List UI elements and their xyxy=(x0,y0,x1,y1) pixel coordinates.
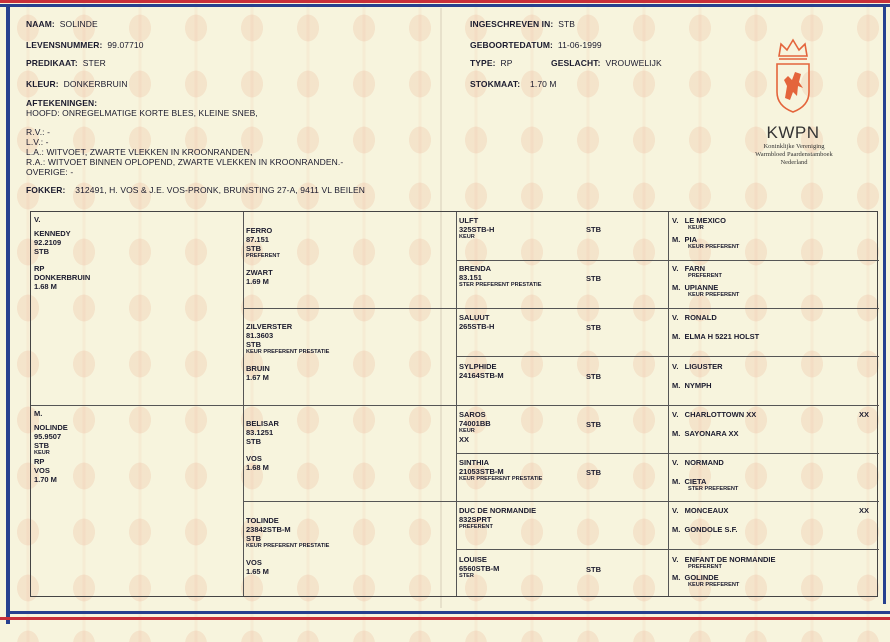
dam-tag: M. xyxy=(34,409,43,418)
type-value: RP xyxy=(500,58,513,68)
gen2-number: 87.151 xyxy=(246,235,269,244)
ra-text: R.A.: WITVOET BINNEN OPLOPEND, ZWARTE VLEKKEN IN KROONRANDEN.- xyxy=(26,157,344,167)
row-divider xyxy=(243,308,879,309)
gen2-number: 83.1251 xyxy=(246,428,274,437)
gen3-predicate: STER xyxy=(459,573,474,579)
gen4-dam-predicate: KEUR PREFERENT xyxy=(688,582,740,588)
sire-number: 92.2109 xyxy=(34,238,62,247)
gen3-cell xyxy=(459,264,541,289)
kleur-label: KLEUR: xyxy=(26,79,59,89)
logo-line-1: Koninklijke Vereniging xyxy=(763,143,825,150)
sire-color: DONKERBRUIN xyxy=(34,273,91,282)
blue-border-left xyxy=(6,4,10,624)
gen4-sire: MONCEAUX xyxy=(684,506,729,515)
row-divider xyxy=(31,405,879,406)
gen3-name: ULFT xyxy=(459,216,479,225)
blue-border-top xyxy=(0,4,890,7)
gen3-predicate: PREFERENT xyxy=(459,524,493,530)
red-border-bottom xyxy=(0,617,890,620)
row-divider xyxy=(456,260,879,261)
gen2-predicate: KEUR PREFERENT PRESTATIE xyxy=(246,543,330,549)
gen4-dam-predicate: KEUR PREFERENT xyxy=(688,244,740,250)
gen3-stb: STB xyxy=(586,225,601,234)
gen2-height: 1.69 M xyxy=(246,277,269,286)
gen3-cell xyxy=(459,216,494,241)
geboortedatum-row xyxy=(470,40,602,50)
kleur-value: DONKERBRUIN xyxy=(63,79,128,89)
geboortedatum-value: 11-06-1999 xyxy=(557,40,602,50)
gen4-sire-predicate: KEUR xyxy=(688,225,704,231)
gen3-stb: STB xyxy=(586,323,601,332)
gen2-studbook: STB xyxy=(246,340,261,349)
gen2-height: 1.65 M xyxy=(246,567,269,576)
gen3-name: SYLPHIDE xyxy=(459,362,497,371)
gen3-stb: STB xyxy=(586,372,601,381)
gen4-dam: ELMA H 5221 HOLST xyxy=(684,332,760,341)
sire-name: KENNEDY xyxy=(34,229,71,238)
dam-studbook: STB xyxy=(34,441,49,450)
gen3-cell xyxy=(459,313,494,331)
gen3-predicate: STER PREFERENT PRESTATIE xyxy=(459,282,542,288)
gen4-cell: V. LE MEXICO KEUR M. PIA KEUR PREFERENT xyxy=(672,216,740,250)
gen4-dam: SAYONARA XX xyxy=(684,429,739,438)
gen2-color: ZWART xyxy=(246,268,273,277)
gen4-cell: V. CHARLOTTOWN XX M. SAYONARA XX xyxy=(672,410,757,438)
gen3-number: 325STB-H xyxy=(459,225,495,234)
gen3-stb: STB xyxy=(586,420,601,429)
gen4-cell: V. MONCEAUX M. GONDOLE S.F. xyxy=(672,506,738,534)
gen2-studbook: STB xyxy=(246,534,261,543)
gen2-color: VOS xyxy=(246,454,262,463)
levensnummer-label: LEVENSNUMMER: xyxy=(26,40,103,50)
column-divider xyxy=(243,212,244,596)
predikaat-value: STER xyxy=(82,58,106,68)
gen4-cell: V. LIGUSTER M. NYMPH xyxy=(672,362,723,390)
gen2-height: 1.68 M xyxy=(246,463,269,472)
gen3-number: 832SPRT xyxy=(459,515,492,524)
gen3-predicate: KEUR PREFERENT PRESTATIE xyxy=(459,476,543,482)
row-divider xyxy=(456,453,879,454)
gen2-color: VOS xyxy=(246,558,262,567)
rv-text: R.V.: - xyxy=(26,127,51,137)
la-text: L.A.: WITVOET, ZWARTE VLEKKEN IN KROONRANDEN, xyxy=(26,147,253,157)
dam-number: 95.9507 xyxy=(34,432,62,441)
gen3-stb: STB xyxy=(586,565,601,574)
sire-studbook: STB xyxy=(34,247,49,256)
aftekeningen-label: AFTEKENINGEN: xyxy=(26,98,98,108)
gen2-cell xyxy=(246,226,280,286)
gen4-sire: FARN xyxy=(684,264,706,273)
sire-height: 1.68 M xyxy=(34,282,57,291)
gen2-name: TOLINDE xyxy=(246,516,279,525)
gen2-height: 1.67 M xyxy=(246,373,269,382)
logo-kwpn-text: KWPN xyxy=(766,123,820,142)
dam-predicate: KEUR xyxy=(34,450,50,456)
row-divider xyxy=(456,549,879,550)
geslacht-value: VROUWELIJK xyxy=(605,58,662,68)
dam-color: VOS xyxy=(34,466,50,475)
gen4-sire: ENFANT DE NORMANDIE xyxy=(684,555,776,564)
gen4-sire: NORMAND xyxy=(684,458,724,467)
levensnummer-value: 99.07710 xyxy=(107,40,144,50)
gen4-sire-predicate: PREFERENT xyxy=(688,564,722,570)
gen2-number: 81.3603 xyxy=(246,331,274,340)
hoofd-text: HOOFD: ONREGELMATIGE KORTE BLES, KLEINE SNEB, xyxy=(26,108,258,118)
column-divider xyxy=(668,212,669,596)
geslacht-label: GESLACHT: xyxy=(551,58,601,68)
gen3-name: SALUUT xyxy=(459,313,490,322)
gen4-xx: XX xyxy=(859,506,870,515)
crown-lion-shield-icon xyxy=(773,36,813,114)
row-divider xyxy=(456,356,879,357)
gen3-number: 83.151 xyxy=(459,273,482,282)
naam-label: NAAM: xyxy=(26,19,55,29)
ingeschreven-row xyxy=(470,19,575,29)
naam-value: SOLINDE xyxy=(59,19,98,29)
gen3-stb: STB xyxy=(586,468,601,477)
ingeschreven-label: INGESCHREVEN IN: xyxy=(470,19,554,29)
gen3-predicate: KEUR xyxy=(459,428,475,434)
gen3-cell xyxy=(459,506,536,531)
gen2-name: ZILVERSTER xyxy=(246,322,293,331)
dam-height: 1.70 M xyxy=(34,475,57,484)
gen3-name: BRENDA xyxy=(459,264,492,273)
gen4-cell: V. NORMAND M. CIETA STER PREFERENT xyxy=(672,458,739,492)
blue-border-bottom xyxy=(6,611,890,614)
stokmaat-label: STOKMAAT: xyxy=(470,79,521,89)
gen4-dam: CIETA xyxy=(684,477,707,486)
gen4-dam: NYMPH xyxy=(684,381,712,390)
gen3-number: 74001BB xyxy=(459,419,491,428)
gen4-dam: GOLINDE xyxy=(684,573,719,582)
gen2-name: BELISAR xyxy=(246,419,279,428)
sire-tag: V. xyxy=(34,215,41,224)
gen4-sire: LIGUSTER xyxy=(684,362,723,371)
stokmaat-value: 1.70 M xyxy=(530,79,557,89)
logo-line-3: Nederland xyxy=(780,159,808,166)
geboortedatum-label: GEBOORTEDATUM: xyxy=(470,40,553,50)
gen4-cell: V. FARN PREFERENT M. UPIANNE KEUR PREFERENT xyxy=(672,264,740,298)
gen4-sire: RONALD xyxy=(684,313,717,322)
column-divider xyxy=(456,212,457,596)
predikaat-row xyxy=(26,58,106,68)
dam-cell xyxy=(34,409,68,484)
gen2-studbook: STB xyxy=(246,244,261,253)
gen2-cell xyxy=(246,516,329,576)
ingeschreven-value: STB xyxy=(558,19,576,29)
red-border-top xyxy=(0,0,890,3)
fokker-row xyxy=(26,185,365,195)
gen4-dam-predicate: STER PREFERENT xyxy=(688,486,739,492)
fokker-label: FOKKER: xyxy=(26,185,66,195)
gen2-cell xyxy=(246,322,329,382)
gen3-number: 265STB-H xyxy=(459,322,495,331)
pedigree-table xyxy=(30,211,878,597)
type-row xyxy=(470,58,512,68)
gen3-cell xyxy=(459,458,542,483)
gen4-cell: V. ENFANT DE NORMANDIE PREFERENT M. GOLINDE KEUR PREFERENT xyxy=(672,555,776,588)
lv-text: L.V.: - xyxy=(26,137,49,147)
gen3-name: LOUISE xyxy=(459,555,487,564)
gen4-sire: LE MEXICO xyxy=(684,216,726,225)
gen2-studbook: STB xyxy=(246,437,261,446)
logo-line-2: Warmbloed Paardenstamboek xyxy=(755,151,833,158)
stokmaat-row xyxy=(470,79,557,89)
gen3-name: DUC DE NORMANDIE xyxy=(459,506,537,515)
gen4-cell: V. RONALD M. ELMA H 5221 HOLST xyxy=(672,313,760,341)
type-label: TYPE: xyxy=(470,58,496,68)
gen2-predicate: PREFERENT xyxy=(246,253,280,259)
gen3-number: 6560STB-M xyxy=(459,564,500,573)
gen3-stb: STB xyxy=(586,274,601,283)
dam-name: NOLINDE xyxy=(34,423,68,432)
gen4-xx: XX xyxy=(859,410,870,419)
gen2-number: 23842STB-M xyxy=(246,525,291,534)
gen4-dam: PIA xyxy=(684,235,698,244)
gen4-dam-predicate: KEUR PREFERENT xyxy=(688,292,740,298)
sire-cell xyxy=(34,215,90,291)
gen3-cell xyxy=(459,362,504,380)
gen4-dam: GONDOLE S.F. xyxy=(684,525,738,534)
gen2-cell xyxy=(246,419,279,472)
row-divider xyxy=(243,501,879,502)
fokker-value: 312491, H. VOS & J.E. VOS-PRONK, BRUNSTING 27-A, 9411 VL BEILEN xyxy=(75,185,366,195)
kleur-row xyxy=(26,79,128,89)
levensnummer-row xyxy=(26,40,144,50)
gen2-predicate: KEUR PREFERENT PRESTATIE xyxy=(246,349,330,355)
gen3-cell xyxy=(459,410,491,444)
geslacht-row xyxy=(551,58,662,68)
gen3-number: 24164STB-M xyxy=(459,371,504,380)
gen3-predicate: KEUR xyxy=(459,234,475,240)
dam-type: RP xyxy=(34,457,45,466)
gen2-color: BRUIN xyxy=(246,364,270,373)
overige-text: OVERIGE: - xyxy=(26,167,74,177)
gen4-dam: UPIANNE xyxy=(684,283,719,292)
gen3-name: SAROS xyxy=(459,410,486,419)
blue-border-right xyxy=(883,4,886,604)
gen3-number: 21053STB-M xyxy=(459,467,504,476)
gen3-name: SINTHIA xyxy=(459,458,489,467)
gen4-sire-predicate: PREFERENT xyxy=(688,273,722,279)
sire-type: RP xyxy=(34,264,45,273)
gen3-cell xyxy=(459,555,499,580)
predikaat-label: PREDIKAAT: xyxy=(26,58,78,68)
naam-row xyxy=(26,19,98,29)
kwpn-logo xyxy=(755,36,833,167)
gen4-sire: CHARLOTTOWN XX xyxy=(684,410,757,419)
gen2-name: FERRO xyxy=(246,226,273,235)
gen3-extra: XX xyxy=(459,435,470,444)
